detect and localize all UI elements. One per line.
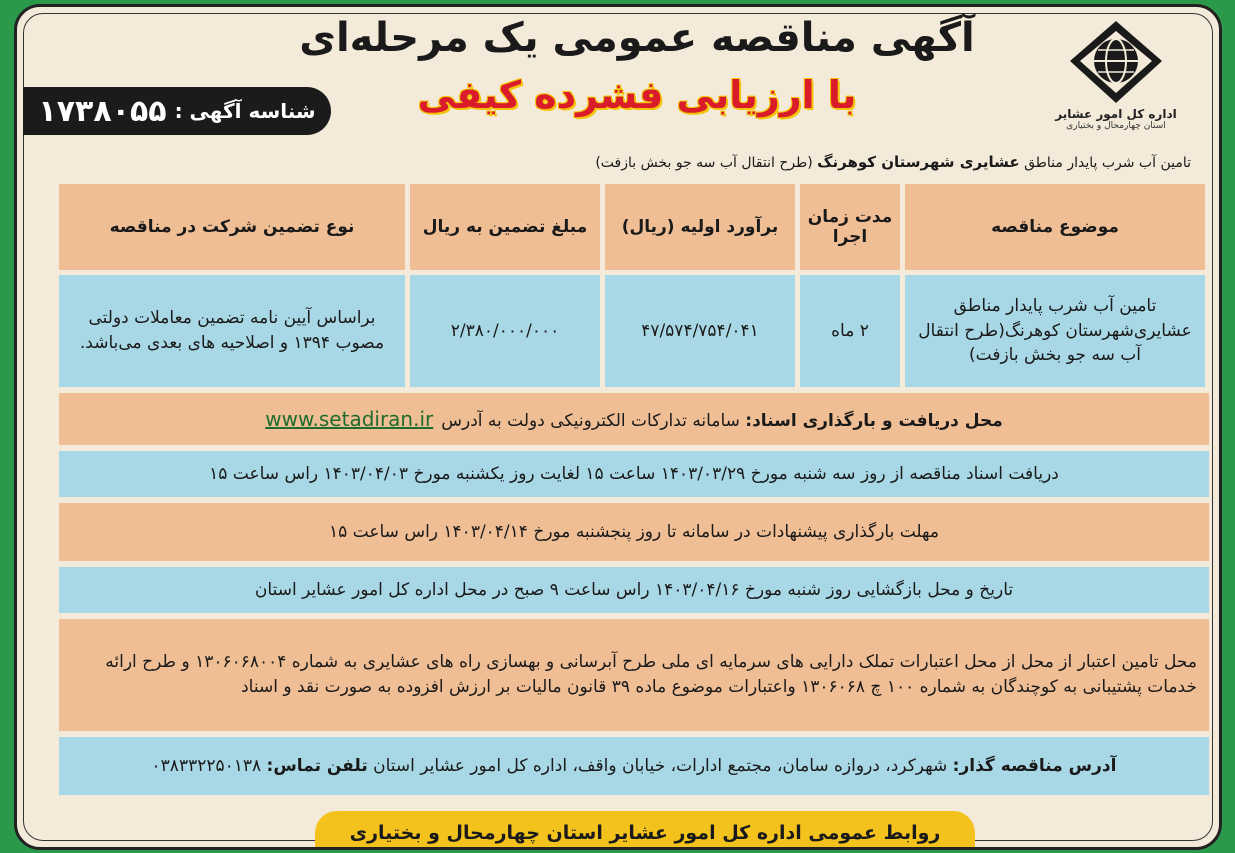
table-row: [59, 275, 1205, 387]
receive-documents-period: دریافت اسناد مناقصه از روز سه شنبه مورخ ۱۴۰۳/۰۳/۲۹ ساعت ۱۵ لغایت روز یکشنبه مورخ ۱۴۰۳/۰۴/۰۳ راس ساعت ۱۵: [59, 451, 1209, 497]
ad-id-label: شناسه آگهی :: [174, 99, 316, 123]
cell-subject: تامین آب شرب پایدار مناطق عشایری‌شهرستان کوهرنگ(طرح انتقال آب سه جو بخش بازفت): [905, 275, 1205, 387]
funding-source: محل تامین اعتبار از محل از محل اعتبارات تملک دارایی های سرمایه ای ملی طرح آبرسانی و بهسازی راه های عشایری به شماره ۱۳۰۶۰۶۸۰۰۴ و طرح ارائه خدمات پشتیبانی به کوچندگان به شماره ۱۰۰ چ ۱۳۰۶۰۶۸ واعتبارات موضوع ماده ۳۹ قانون مالیات بر ارزش افزوده به صورت نقد و اسناد: [59, 619, 1209, 731]
public-relations-footer: روابط عمومی اداره کل امور عشایر استان چهارمحال و بختیاری: [315, 811, 975, 850]
project-suffix: (طرح انتقال آب سه جو بخش بازفت): [595, 155, 818, 171]
documents-label: محل دریافت و بارگذاری اسناد:: [745, 411, 1003, 431]
notice-title: آگهی مناقصه عمومی یک مرحله‌ای: [299, 15, 975, 61]
header-duration: مدت زمان اجرا: [800, 184, 900, 270]
table-header-row: [59, 184, 1205, 270]
org-name: اداره کل امور عشایر: [1055, 107, 1177, 121]
submission-deadline: مهلت بارگذاری پیشنهادات در سامانه تا روز پنجشنبه مورخ ۱۴۰۳/۰۴/۱۴ راس ساعت ۱۵: [59, 503, 1209, 561]
address-label: آدرس مناقصه گذار:: [952, 756, 1117, 776]
cell-guarantee-amount: ۲/۳۸۰/۰۰۰/۰۰۰: [410, 275, 600, 387]
globe-emblem-icon: [1068, 19, 1164, 105]
ad-id-badge: [23, 87, 331, 135]
notice-subtitle: با ارزیابی فشرده کیفی: [417, 73, 857, 117]
tenderer-address: [59, 737, 1209, 795]
header-guarantee-type: نوع تضمین شرکت در مناقصه: [59, 184, 405, 270]
cell-guarantee-type: براساس آیین نامه تضمین معاملات دولتی مصوب ۱۳۹۴ و اصلاحیه های بعدی می‌باشد.: [59, 275, 405, 387]
header-subject: موضوع مناقصه: [905, 184, 1205, 270]
tender-table: [54, 179, 1210, 392]
org-province: استان چهارمحال و بختیاری: [1066, 121, 1166, 131]
header-estimate: برآورد اولیه (ریال): [605, 184, 795, 270]
cell-estimate: ۴۷/۵۷۴/۷۵۴/۰۴۱: [605, 275, 795, 387]
documents-text: سامانه تدارکات الکترونیکی دولت به آدرس: [441, 411, 746, 431]
phone-label: تلفن تماس:: [266, 756, 368, 776]
cell-duration: ۲ ماه: [800, 275, 900, 387]
tender-notice: [14, 4, 1222, 850]
ad-id-value: ۱۷۳۸۰۵۵: [38, 93, 167, 129]
documents-location: [59, 393, 1209, 445]
project-description: [431, 153, 1191, 171]
organization-logo: [1041, 19, 1191, 131]
address-text: شهرکرد، دروازه سامان، مجتمع ادارات، خیابان واقف، اداره کل امور عشایر استان: [367, 756, 953, 776]
header-guarantee-amount: مبلغ تضمین به ریال: [410, 184, 600, 270]
opening-date: تاریخ و محل بازگشایی روز شنبه مورخ ۱۴۰۳/۰۴/۱۶ راس ساعت ۹ صبح در محل اداره کل امور عشایر استان: [59, 567, 1209, 613]
setadiran-link[interactable]: www.setadiran.ir: [265, 407, 434, 431]
phone-value: ۰۳۸۳۳۲۲۵۰۱۳۸: [151, 756, 267, 776]
project-prefix: تامین آب شرب پایدار مناطق: [1019, 155, 1191, 171]
project-bold: عشایری شهرستان کوهرنگ: [817, 153, 1020, 171]
